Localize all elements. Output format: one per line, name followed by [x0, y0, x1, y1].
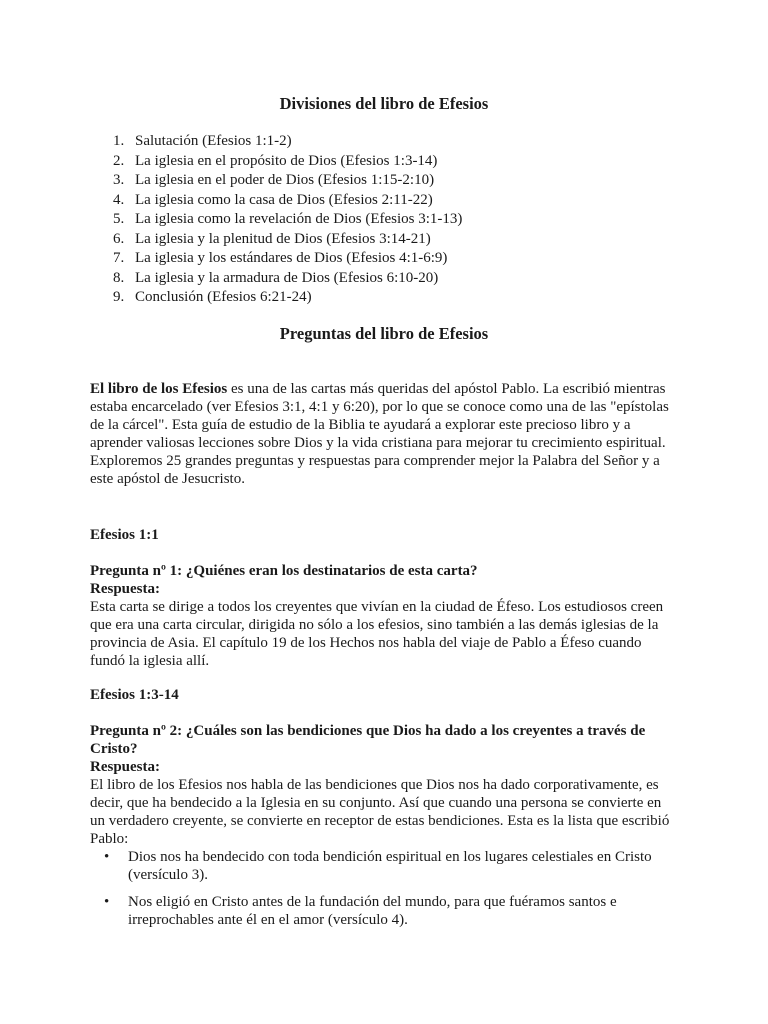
- question-text: Pregunta nº 2: ¿Cuáles son las bendiciones que Dios ha dado a los creyentes a través de Cristo?: [90, 723, 646, 757]
- intro-body: es una de las cartas más queridas del apóstol Pablo. La escribió mientras estaba encarcelado (ver Efesios 3:1, 4:1 y 6:20), por lo que se conoce como una de las "epístolas de la cárcel". Esta guía de estudio de la Biblia te ayudará a explorar este precioso libro y a aprender valiosas lecciones sobre Dios y la vida cristiana para mejorar tu crecimiento espiritual. Exploremos 25 grandes preguntas y respuestas para comprender mejor la Palabra del Señor y a este apóstol de Jesucristo.: [90, 381, 669, 487]
- division-number: 4.: [113, 191, 125, 208]
- division-item: [90, 152, 650, 172]
- blessing-text: Nos eligió en Cristo antes de la fundación del mundo, para que fuéramos santos e irreprochables ante él en el amor (versículo 4).: [128, 894, 617, 928]
- division-item: [90, 210, 650, 230]
- division-text: Conclusión (Efesios 6:21-24): [135, 289, 312, 305]
- division-item: [90, 132, 650, 152]
- division-number: 6.: [113, 230, 125, 247]
- division-text: Salutación (Efesios 1:1-2): [135, 133, 292, 149]
- division-number: 2.: [113, 152, 125, 169]
- question-text: Pregunta nº 1: ¿Quiénes eran los destinatarios de esta carta?: [90, 563, 478, 579]
- blessings-list: [90, 848, 680, 938]
- verse-heading: Efesios 1:3-14: [90, 687, 179, 703]
- blessing-item: [90, 848, 680, 884]
- intro-bold-lead: El libro de los Efesios: [90, 381, 228, 397]
- divisions-title: Divisiones del libro de Efesios: [279, 94, 489, 113]
- question-answer-block: [90, 562, 680, 670]
- answer-label: Respuesta:: [90, 759, 160, 775]
- division-text: La iglesia en el propósito de Dios (Efesios 1:3-14): [135, 152, 438, 169]
- division-item: [90, 288, 650, 308]
- intro-text-block: [90, 380, 680, 488]
- verse-heading: Efesios 1:1: [90, 527, 159, 543]
- division-item: [90, 269, 650, 289]
- intro-paragraph: [90, 380, 680, 488]
- division-number: 3.: [113, 172, 125, 188]
- answer-text: Esta carta se dirige a todos los creyentes que vivían en la ciudad de Éfeso. Los estudiosos creen que era una carta circular, dirigida no sólo a los efesios, sino también a las demás iglesias de la provincia de Asia. El capítulo 19 de los Hechos nos habla del viaje de Pablo a Éfeso cuando fundó la iglesia allí.: [90, 599, 664, 669]
- division-text: La iglesia en el poder de Dios (Efesios 1:15-2:10): [135, 172, 435, 188]
- question-answer-block: [90, 722, 680, 848]
- division-number: 8.: [113, 269, 125, 286]
- division-number: 9.: [113, 289, 125, 305]
- division-item: [90, 171, 650, 191]
- division-item: [90, 191, 650, 211]
- blessing-item: [90, 893, 680, 929]
- division-text: La iglesia y la armadura de Dios (Efesios 6:10-20): [135, 269, 439, 286]
- division-text: La iglesia y la plenitud de Dios (Efesios 3:14-21): [135, 230, 431, 247]
- division-text: La iglesia como la revelación de Dios (Efesios 3:1-13): [135, 211, 463, 227]
- division-item: [90, 230, 650, 250]
- bullet-icon: •: [104, 894, 110, 910]
- division-item: [90, 249, 650, 269]
- answer-text: El libro de los Efesios nos habla de las bendiciones que Dios nos ha dado corporativamente, es decir, que ha bendecido a la Iglesia en su conjunto. Así que cuando una persona se convierte en un verdadero creyente, se convierte en receptor de estas bendiciones. Esta es la lista que escribió Pablo:: [90, 777, 670, 847]
- bullet-icon: •: [104, 849, 110, 865]
- division-text: La iglesia y los estándares de Dios (Efesios 4:1-6:9): [135, 250, 448, 266]
- divisions-list: [90, 132, 650, 308]
- division-number: 1.: [113, 133, 125, 149]
- division-number: 5.: [113, 211, 125, 227]
- division-text: La iglesia como la casa de Dios (Efesios 2:11-22): [135, 191, 433, 208]
- division-number: 7.: [113, 250, 125, 266]
- answer-label: Respuesta:: [90, 581, 160, 597]
- questions-title: Preguntas del libro de Efesios: [279, 324, 489, 343]
- blessing-text: Dios nos ha bendecido con toda bendición espiritual en los lugares celestiales en Cristo (versículo 3).: [128, 849, 652, 883]
